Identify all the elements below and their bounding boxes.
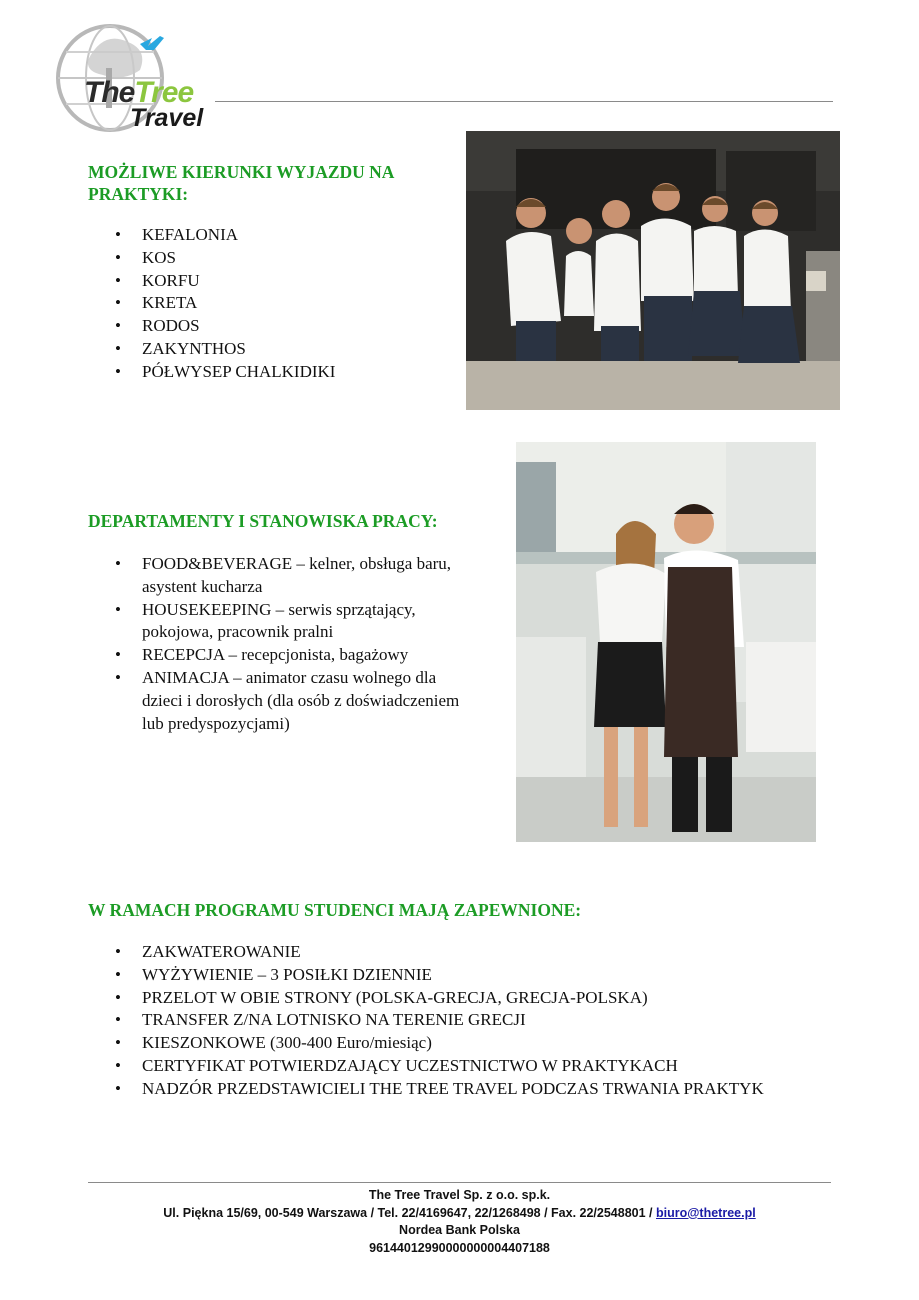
destination-zakynthos: ZAKYNTHOS [142, 338, 246, 358]
department-reception: RECEPCJA – recepcjonista, bagażowy [142, 645, 409, 665]
department-animation: ANIMACJA – animator czasu wolnego dla [142, 667, 437, 687]
bullet: • [115, 942, 121, 961]
benefit-meals: WYŻYWIENIE – 3 POSIŁKI DZIENNIE [142, 964, 432, 984]
benefit-transfer: TRANSFER Z/NA LOTNISKO NA TERENIE GRECJI [142, 1010, 526, 1030]
bullet: • [115, 987, 121, 1007]
bullet: • [115, 645, 121, 665]
bullet: • [115, 964, 121, 984]
logo-word-travel: Travel [130, 104, 204, 132]
departments-list [0, 553, 459, 735]
list-item [0, 270, 335, 293]
destination-kreta: KRETA [142, 293, 198, 313]
bullet: • [115, 225, 121, 244]
bullet: • [115, 338, 121, 358]
list-item [0, 964, 764, 987]
bullet: • [115, 247, 121, 267]
footer-account: 96144012990000000004407188 [369, 1240, 550, 1255]
footer-divider [88, 1182, 831, 1183]
list-item [0, 1055, 764, 1078]
staff-group-photo [466, 131, 840, 410]
department-housekeeping-cont: pokojowa, pracownik pralni [142, 622, 334, 642]
footer-company: The Tree Travel Sp. z o.o. sp.k. [368, 1188, 551, 1202]
list-item [0, 644, 459, 667]
list-item [0, 941, 764, 964]
staff-pair-photo [516, 442, 816, 842]
department-food-beverage-cont: asystent kucharza [142, 576, 263, 596]
footer-contact-line [0, 1205, 919, 1223]
bullet: • [115, 316, 121, 336]
list-item [0, 1078, 764, 1101]
list-item [0, 667, 459, 735]
list-item [0, 1032, 764, 1055]
benefit-pocket-money: KIESZONKOWE (300-400 Euro/miesiąc) [142, 1033, 432, 1053]
benefits-heading: W RAMACH PROGRAMU STUDENCI MAJĄ ZAPEWNIONE: [88, 900, 582, 920]
bullet: • [115, 361, 121, 381]
destinations-heading-line2: PRAKTYKI: [88, 184, 189, 204]
destinations-list [0, 224, 335, 384]
destination-korfu: KORFU [142, 270, 200, 290]
list-item [0, 224, 335, 247]
footer-address: Ul. Piękna 15/69, 00-549 Warszawa / Tel. 22/4169647, 22/1268498 / Fax. 22/2548801 / [163, 1205, 653, 1220]
bullet: • [115, 599, 121, 619]
list-item [0, 987, 764, 1010]
header-divider [215, 101, 833, 102]
list-item [0, 599, 459, 645]
list-item [0, 315, 335, 338]
department-animation-cont2: lub predyspozycjami) [142, 713, 290, 733]
list-item [0, 247, 335, 270]
list-item [0, 361, 335, 384]
benefit-accommodation: ZAKWATEROWANIE [142, 942, 301, 961]
bullet: • [115, 1078, 121, 1098]
bullet: • [115, 667, 121, 687]
bullet: • [115, 1033, 121, 1053]
footer-email-link[interactable]: biuro@thetree.pl [656, 1205, 756, 1220]
destination-kos: KOS [142, 247, 177, 267]
bullet: • [115, 293, 121, 313]
department-food-beverage: FOOD&BEVERAGE – kelner, obsługa baru, [142, 554, 452, 573]
list-item [0, 292, 335, 315]
list-item [0, 553, 459, 599]
logo-word-the: The [84, 76, 135, 109]
benefit-certificate: CERTYFIKAT POTWIERDZAJĄCY UCZESTNICTWO W PRAKTYKACH [142, 1055, 678, 1075]
destinations-heading [88, 161, 394, 205]
benefit-supervision: NADZÓR PRZEDSTAWICIELI THE TREE TRAVEL PODCZAS TRWANIA PRAKTYK [142, 1078, 764, 1098]
bullet: • [115, 1055, 121, 1075]
benefit-flight: PRZELOT W OBIE STRONY (POLSKA-GRECJA, GRECJA-POLSKA) [142, 987, 648, 1007]
logo-word-tree: Tree [134, 76, 194, 109]
footer-bank: Nordea Bank Polska [399, 1223, 520, 1238]
department-housekeeping: HOUSEKEEPING – serwis sprzątający, [142, 599, 416, 619]
page-footer [0, 1187, 919, 1257]
destination-kefalonia: KEFALONIA [142, 225, 239, 244]
bullet: • [115, 1010, 121, 1030]
department-animation-cont: dzieci i dorosłych (dla osób z doświadczeniem [142, 690, 460, 710]
company-logo [48, 20, 213, 132]
departments-heading: DEPARTAMENTY I STANOWISKA PRACY: [88, 511, 438, 531]
bullet: • [115, 554, 121, 573]
benefits-list [0, 941, 764, 1101]
destination-chalkidiki: PÓŁWYSEP CHALKIDIKI [142, 361, 336, 381]
destinations-heading-line1: MOŻLIWE KIERUNKI WYJAZDU NA [88, 162, 395, 182]
destination-rodos: RODOS [142, 316, 200, 336]
bullet: • [115, 270, 121, 290]
list-item [0, 1009, 764, 1032]
list-item [0, 338, 335, 361]
